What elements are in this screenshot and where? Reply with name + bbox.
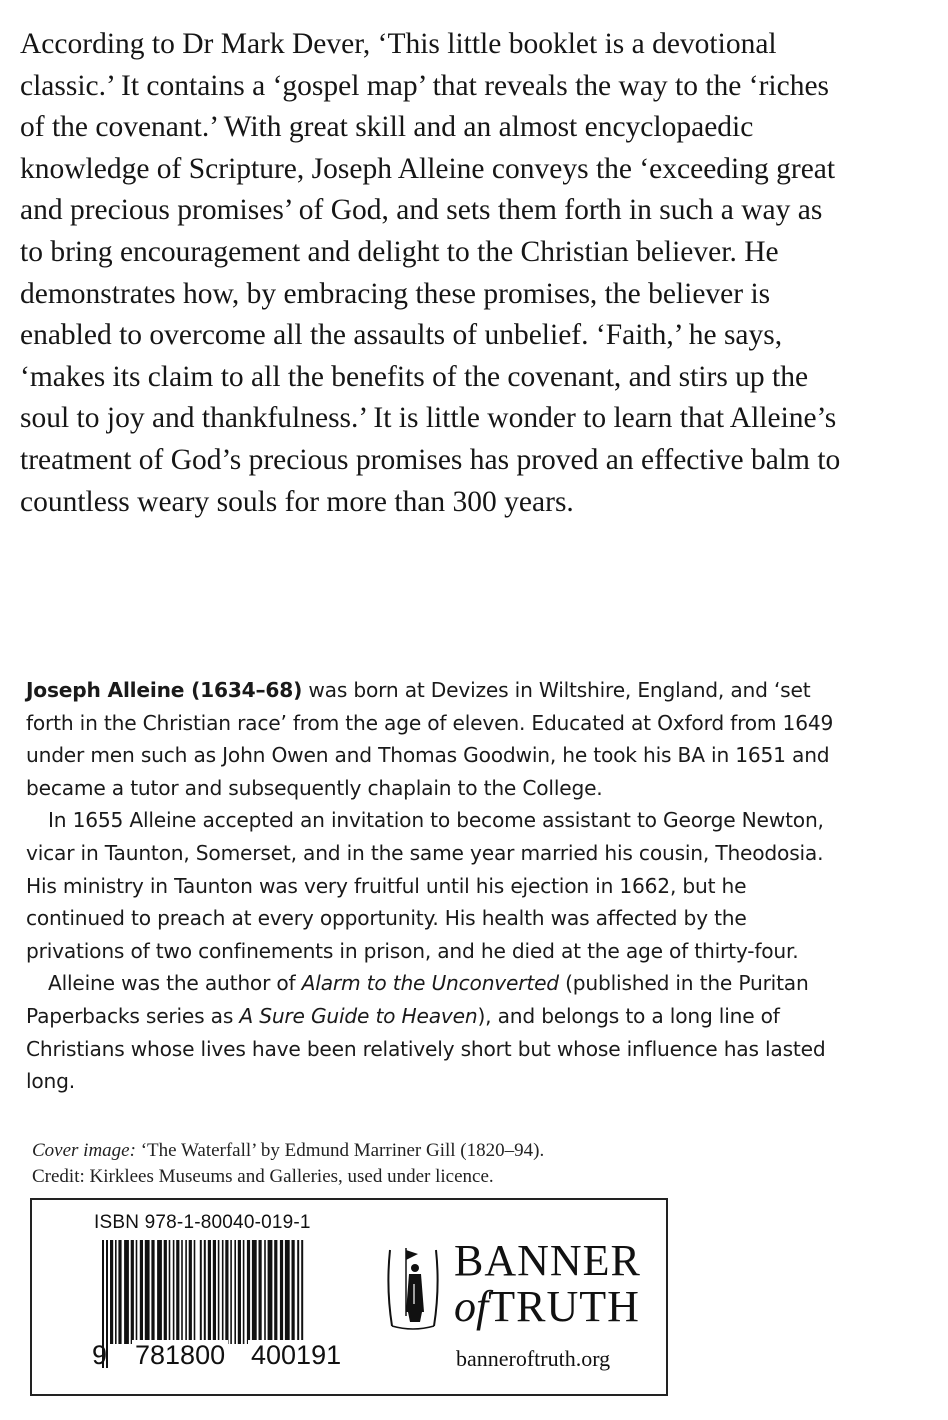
cover-credit-line-1 — [32, 1138, 732, 1164]
publisher-name-line-1: BANNER — [454, 1236, 641, 1285]
publisher-name-line-2 — [454, 1284, 641, 1330]
blurb-paragraph: According to Dr Mark Dever, ‘This little booklet is a devotional classic.’ It contains a ‘gospel map’ that reveals the way to the ‘riches of the covenant.’ With great skill and an almost encyclopaedic knowledge of Scripture, Joseph Alleine conveys the ‘exceeding great and precious promises’ of God, and sets them forth in such a way as to bring encouragement and delight to the Christian believer. He demonstrates how, by embracing these promises, the believer is enabled to overcome all the assaults of unbelief. ‘Faith,’ he says, ‘makes its claim to all the benefits of the covenant, and stirs up the soul to joy and thankfulness.’ It is little wonder to learn that Alleine’s treatment of God’s precious promises has proved an effective balm to countless weary souls for more than 300 years. — [20, 28, 841, 518]
bio-p3-text-b: (published in the Puritan Paperbacks series as — [26, 971, 809, 1028]
barcode-bar — [194, 1240, 196, 1344]
barcode-bar — [264, 1240, 266, 1344]
bio-paragraph-2: In 1655 Alleine accepted an invitation to become assistant to George Newton, vicar in Taunton, Somerset, and in the same year married his cousin, Theodosia. His ministry in Taunton was very fruitful until his ejection in 1662, but he continued to preach at every opportunity. His health was affected by the privations of two confinements in prison, and he died at the age of thirty-four. — [26, 808, 824, 963]
barcode-bar — [176, 1240, 179, 1344]
barcode-bar — [169, 1240, 171, 1344]
book-title-alarm: Alarm to the Unconverted — [301, 971, 559, 996]
barcode-bar — [131, 1240, 134, 1344]
barcode-bar — [234, 1240, 236, 1344]
barcode-bar — [247, 1240, 250, 1344]
barcode-bar — [213, 1240, 216, 1344]
book-title-sure-guide: A Sure Guide to Heaven — [239, 1003, 478, 1028]
publisher-truth: TRUTH — [488, 1282, 640, 1331]
barcode-bar — [115, 1240, 117, 1344]
barcode-bar — [230, 1240, 232, 1344]
cover-credits — [32, 1138, 732, 1190]
barcode-bar — [157, 1240, 162, 1344]
isbn-label: ISBN 978-1-80040-019-1 — [94, 1212, 311, 1233]
bio-p3-text-c: ), and belongs to a long line of Christians whose lives have been relatively short but whose influence has lasted long. — [26, 1003, 826, 1094]
barcode-bar — [164, 1240, 167, 1344]
barcode-digit-group-1: 781800 — [132, 1340, 228, 1371]
barcode-bar — [259, 1240, 262, 1344]
barcode-bar — [208, 1240, 211, 1344]
barcode-publisher-box — [30, 1198, 668, 1396]
publisher-logo-text — [454, 1238, 641, 1330]
barcode-bar — [252, 1240, 257, 1344]
barcode-bar — [225, 1240, 228, 1344]
author-biography — [26, 674, 836, 1098]
barcode-digits — [92, 1340, 382, 1374]
barcode-bar — [140, 1240, 143, 1344]
author-name: Joseph Alleine (1634–68) — [26, 678, 303, 702]
barcode-digit-lead: 9 — [92, 1340, 108, 1370]
barcode-bar — [110, 1240, 113, 1344]
barcode-bar — [238, 1240, 241, 1344]
knight-with-banner-icon — [384, 1242, 442, 1334]
barcode-bar — [292, 1240, 295, 1344]
bio-p1-text: was born at Devizes in Wiltshire, England, and ‘set forth in the Christian race’ from the age of eleven. Educated at Oxford from 1649 under men such as John Owen and Thomas Goodwin, he took his BA in 1651 and became a tutor and subsequently chaplain to the College. — [26, 678, 834, 800]
barcode-bar — [151, 1240, 154, 1344]
barcode-bar — [218, 1240, 220, 1344]
barcode-bar — [181, 1240, 183, 1344]
publisher-url: banneroftruth.org — [456, 1346, 611, 1371]
barcode-bar — [243, 1240, 245, 1344]
bio-paragraph-1 — [26, 674, 836, 804]
barcode-bar — [268, 1240, 273, 1344]
barcode-bar — [145, 1240, 150, 1344]
bio-paragraph-3 — [26, 967, 836, 1097]
barcode-bar — [189, 1240, 192, 1344]
cover-credit-line-2: Credit: Kirklees Museums and Galleries, used under licence. — [32, 1166, 494, 1187]
barcode-bar — [173, 1240, 175, 1344]
cover-credit-text: ‘The Waterfall’ by Edmund Marriner Gill (1820–94). — [135, 1140, 545, 1161]
cover-image-label: Cover image: — [32, 1140, 136, 1161]
barcode-bar — [285, 1240, 290, 1344]
bio-p3-text-a: Alleine was the author of — [48, 971, 302, 996]
barcode-bar — [124, 1240, 129, 1344]
publisher-of: of — [454, 1282, 489, 1331]
barcode-bar — [136, 1240, 138, 1344]
barcode-bar — [222, 1240, 224, 1344]
barcode-bar — [185, 1240, 187, 1344]
barcode-bar — [280, 1240, 283, 1344]
barcode-bar — [274, 1240, 277, 1344]
barcode-digit-group-2: 400191 — [248, 1340, 344, 1371]
barcode-bar — [118, 1240, 121, 1344]
